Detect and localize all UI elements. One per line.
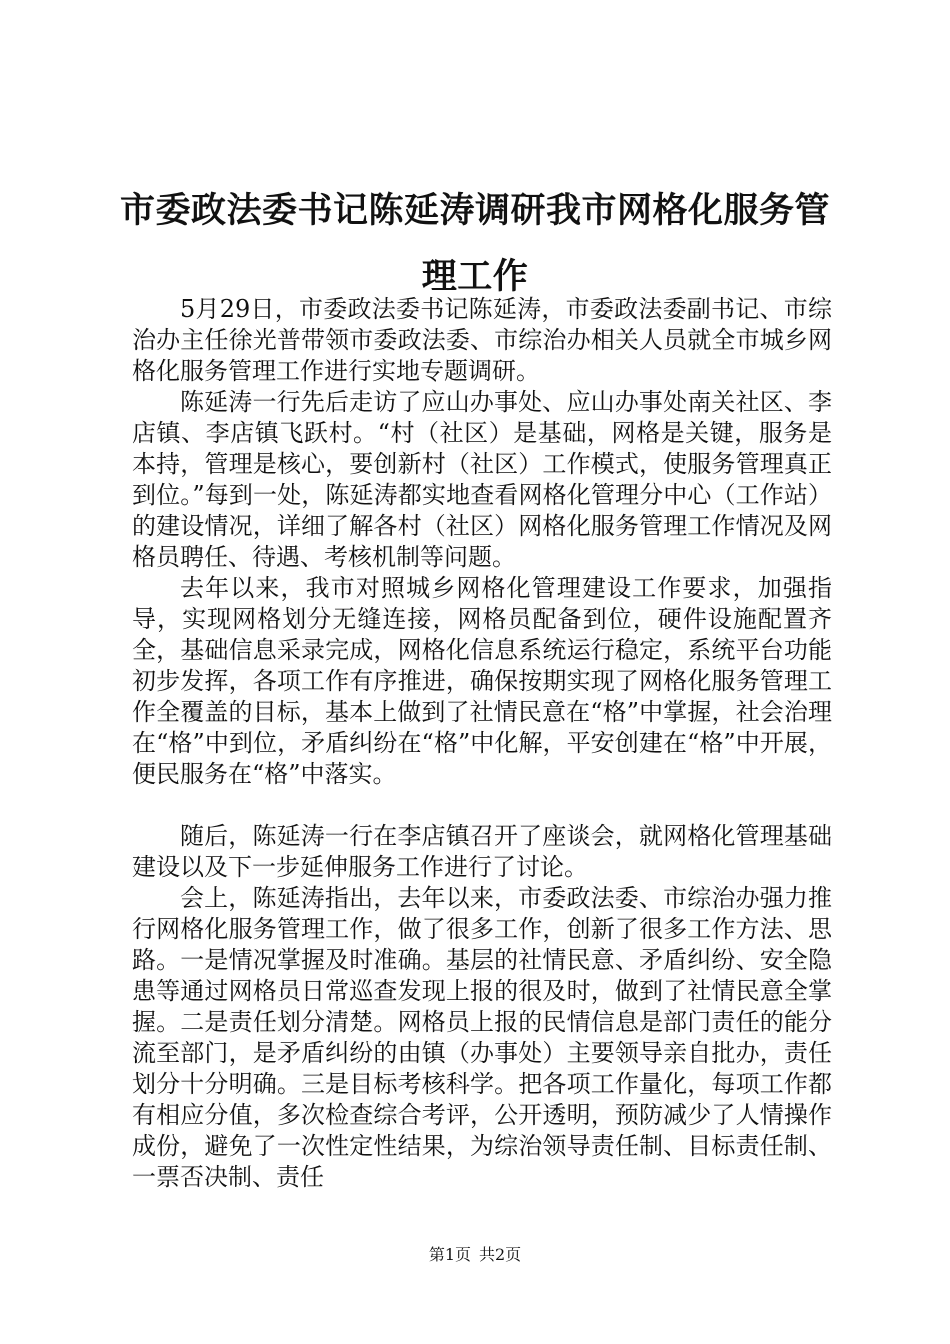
document-title: 市委政法委书记陈延涛调研我市网格化服务管理工作: [120, 190, 831, 297]
page-footer: [0, 1245, 950, 1265]
paragraph-3: 去年以来，我市对照城乡网格化管理建设工作要求，加强指导，实现网格划分无缝连接，网格员配备到位，硬件设施配置齐全，基础信息采录完成，网格化信息系统运行稳定，系统平台功能初步发挥，各项工作有序推进，确保按期实现了网格化服务管理工作全覆盖的目标，基本上做到了社情民意在“格”中掌握，社会治理在“格”中到位，矛盾纠纷在“格”中化解，平安创建在“格”中开展，便民服务在“格”中落实。: [132, 574, 832, 788]
paragraph-1: 5月29日，市委政法委书记陈延涛，市委政法委副书记、市综治办主任徐光普带领市委政法委、市综治办相关人员就全市城乡网格化服务管理工作进行实地专题调研。: [132, 295, 832, 385]
paragraph-5: 会上，陈延涛指出，去年以来，市委政法委、市综治办强力推行网格化服务管理工作，做了很多工作，创新了很多工作方法、思路。一是情况掌握及时准确。基层的社情民意、矛盾纠纷、安全隐患等通过网格员日常巡查发现上报的很及时，做到了社情民意全掌握。二是责任划分清楚。网格员上报的民情信息是部门责任的能分流至部门，是矛盾纠纷的由镇（办事处）主要领导亲自批办，责任划分十分明确。三是目标考核科学。把各项工作量化，每项工作都有相应分值，多次检查综合考评，公开透明，预防减少了人情操作成份，避免了一次性定性结果，为综治领导责任制、目标责任制、一票否决制、责任: [132, 884, 832, 1191]
paragraph-4: 随后，陈延涛一行在李店镇召开了座谈会，就网格化管理基础建设以及下一步延伸服务工作进行了讨论。: [132, 822, 832, 881]
document-body: [132, 294, 832, 1193]
page-total: 共2页: [479, 1245, 522, 1264]
paragraph-2: 陈延涛一行先后走访了应山办事处、应山办事处南关社区、李店镇、李店镇飞跃村。“村（社区）是基础，网格是关键，服务是本持，管理是核心，要创新村（社区）工作模式，使服务管理真正到位。”每到一处，陈延涛都实地查看网格化管理分中心（工作站）的建设情况，详细了解各村（社区）网格化服务管理工作情况及网格员聘任、待遇、考核机制等问题。: [132, 388, 832, 571]
page-number: 第1页: [428, 1245, 471, 1264]
